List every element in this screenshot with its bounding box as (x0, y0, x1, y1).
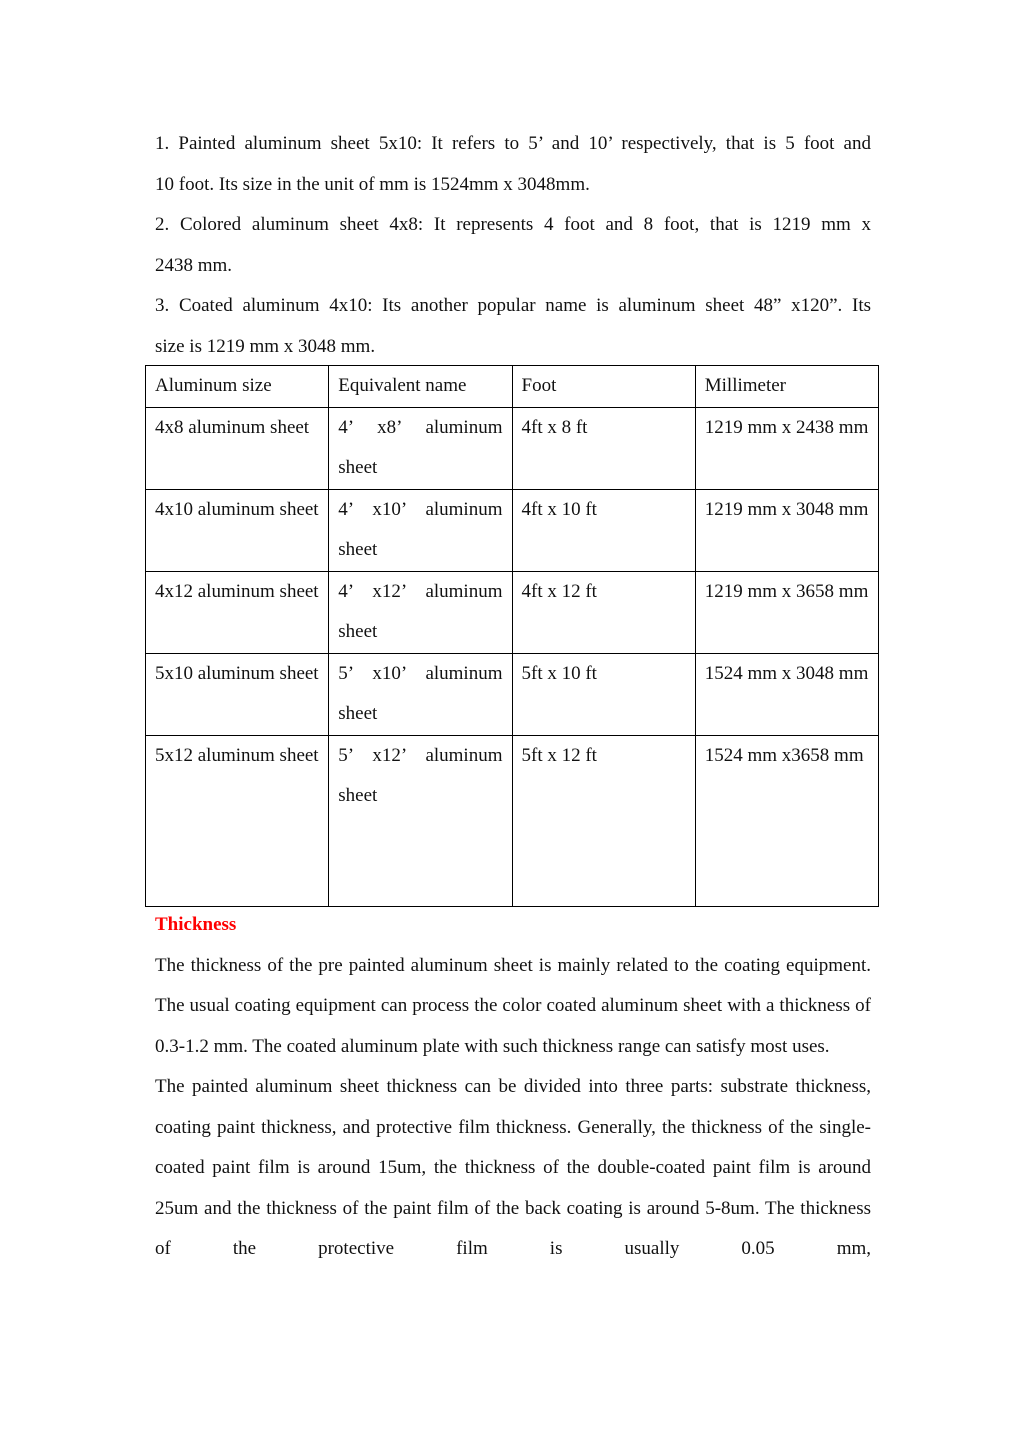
cell-millimeter: 1524 mm x3658 mm (695, 735, 878, 906)
cell-foot: 4ft x 10 ft (512, 489, 695, 571)
intro-item-2-line-2: 2438 mm. (155, 254, 233, 276)
thickness-heading: Thickness (155, 914, 237, 935)
thickness-paragraph-1: The thickness of the pre painted aluminum sheet is mainly related to the coating equipment. The usual coating equipment can process the color coated aluminum sheet with a thickness of 0.3-1.2 mm. The coated aluminum plate with such thickness range can satisfy most uses. (155, 954, 871, 1057)
table-row (146, 489, 879, 571)
cell-equivalent-name: 5’ x10’ aluminum sheet (329, 653, 512, 735)
intro-item-1 (155, 124, 871, 205)
cell-millimeter: 1219 mm x 3658 mm (695, 571, 878, 653)
cell-millimeter: 1219 mm x 3048 mm (695, 489, 878, 571)
intro-item-3 (155, 286, 871, 367)
table-row (146, 407, 879, 489)
cell-aluminum-size: 4x8 aluminum sheet (146, 407, 329, 489)
aluminum-size-table (145, 365, 879, 907)
header-aluminum-size: Aluminum size (146, 366, 329, 408)
intro-item-2 (155, 205, 871, 286)
thickness-section (155, 905, 871, 1270)
table-row (146, 571, 879, 653)
header-equivalent-name: Equivalent name (329, 366, 512, 408)
cell-aluminum-size: 4x12 aluminum sheet (146, 571, 329, 653)
cell-millimeter: 1219 mm x 2438 mm (695, 407, 878, 489)
cell-millimeter: 1524 mm x 3048 mm (695, 653, 878, 735)
cell-aluminum-size: 5x12 aluminum sheet (146, 735, 329, 906)
cell-foot: 4ft x 8 ft (512, 407, 695, 489)
cell-aluminum-size: 5x10 aluminum sheet (146, 653, 329, 735)
intro-item-3-line-1: 3. Coated aluminum 4x10: Its another popular name is aluminum sheet 48” x120”. Its (155, 295, 871, 316)
header-millimeter: Millimeter (695, 366, 878, 408)
thickness-paragraph-2: The painted aluminum sheet thickness can be divided into three parts: substrate thickness, coating paint thickness, and protective film thickness. Generally, the thickness of the single-coated paint film is around 15um, the thickness of the double-coated paint film is around 25um and the thickness of the paint film of the back coating is around 5-8um. The thickness of the protective film is usually 0.05 mm, (155, 1076, 871, 1259)
intro-section (155, 124, 871, 367)
cell-equivalent-name: 5’ x12’ aluminum sheet (329, 735, 512, 906)
cell-foot: 5ft x 10 ft (512, 653, 695, 735)
intro-item-2-line-1: 2. Colored aluminum sheet 4x8: It represents 4 foot and 8 foot, that is 1219 mm x (155, 214, 871, 235)
cell-equivalent-name: 4’ x8’ aluminum sheet (329, 407, 512, 489)
table-row (146, 735, 879, 906)
intro-item-1-line-1: 1. Painted aluminum sheet 5x10: It refers to 5’ and 10’ respectively, that is 5 foot and (155, 133, 871, 154)
table-header-row (146, 366, 879, 408)
table-row (146, 653, 879, 735)
header-foot: Foot (512, 366, 695, 408)
cell-foot: 5ft x 12 ft (512, 735, 695, 906)
intro-item-1-line-2: 10 foot. Its size in the unit of mm is 1524mm x 3048mm. (155, 173, 590, 195)
cell-equivalent-name: 4’ x12’ aluminum sheet (329, 571, 512, 653)
cell-aluminum-size: 4x10 aluminum sheet (146, 489, 329, 571)
cell-equivalent-name: 4’ x10’ aluminum sheet (329, 489, 512, 571)
cell-foot: 4ft x 12 ft (512, 571, 695, 653)
intro-item-3-line-2: size is 1219 mm x 3048 mm. (155, 335, 376, 357)
